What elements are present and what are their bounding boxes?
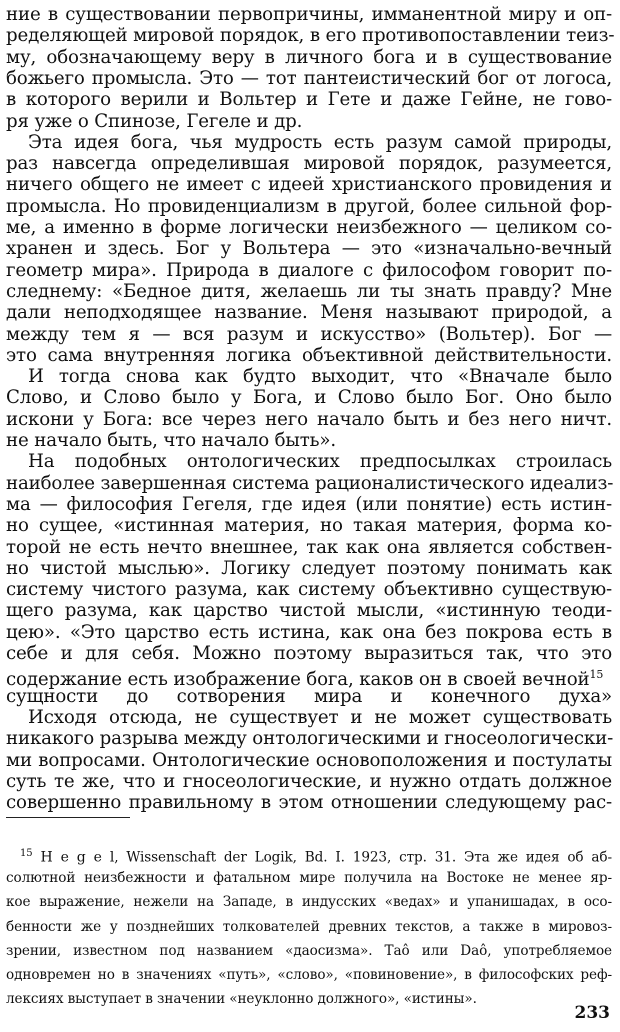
body-line: промысла. Но провиденциализм в другой, более сильной фор- — [6, 195, 612, 217]
body-line: совершенно правильному в этом отношении следующему рас- — [6, 792, 612, 814]
body-line: И тогда снова как будто выходит, что «Вначале было — [28, 366, 612, 388]
body-line: систему чистого разума, как систему объективно существую- — [6, 579, 612, 601]
body-line: ничего общего не имеет с идеей христианского провидения и — [6, 174, 612, 196]
footnote-author: H e g e l — [40, 849, 115, 866]
body-line: ределяющей мировой порядок, в его противопоставлении теиз- — [6, 25, 615, 47]
body-line: божьего промысла. Это — тот пантеистический бог от логоса, — [6, 67, 612, 89]
footnote-text: , Wissenschaft der Logik, Bd. I. 1923, стр. 31. Эта же идея об аб- — [114, 849, 612, 866]
footnote-rule — [6, 817, 130, 818]
body-line: ма — философия Гегеля, где идея (или понятие) есть истин- — [6, 493, 612, 515]
body-line: следнему: «Бедное дитя, желаешь ли ты знать правду? Мне — [6, 280, 612, 302]
body-line: но сущее, «истинная материя, но такая материя, форма ко- — [6, 515, 612, 537]
body-line: но чистой мыслью». Логику следует поэтому понимать как — [6, 557, 612, 579]
body-line: дали неподходящее название. Меня называют природой, а — [6, 302, 612, 324]
body-line: никакого разрыва между онтологическими и гносеологически- — [6, 728, 614, 750]
body-line: искони у Бога: все через него начало быть и без него ничт. — [6, 408, 612, 430]
body-line: торой не есть нечто внешнее, так как она является собствен- — [6, 536, 612, 558]
body-line: это сама внутренняя логика объективной действительности. — [6, 344, 612, 366]
footnote-line: бенности же у позднейших толкователей древних текстов, а также в мировоз- — [6, 918, 612, 935]
footnote-line: солютной неизбежности и фатальном мире получила на Востоке не менее яр- — [6, 870, 612, 887]
body-line: му, обозначающему веру в личного бога и в существование — [6, 46, 612, 68]
footnote-line: лексиях выступает в значении «неуклонно должного», «истины». — [6, 991, 477, 1008]
body-line: На подобных онтологических предпосылках строилась — [28, 451, 612, 473]
footnote-line: одновремен но в значениях «путь», «слово», «повиновение», в философских реф- — [6, 967, 612, 983]
body-line: ми вопросами. Онтологические основоположения и постулаты — [6, 749, 612, 771]
body-line: суть те же, что и гносеологические, и нужно отдать должное — [6, 770, 612, 792]
body-line: ря уже о Спинозе, Гегеле и др. — [6, 110, 303, 132]
footnote-line: кое выражение, нежели на Западе, в индусских «ведах» и упанишадах, в осо- — [6, 894, 612, 911]
body-line: Исходя отсюда, не существует и не может существовать — [28, 706, 612, 728]
body-line: между тем я — вся разум и искусство» (Вольтер). Бог — — [6, 323, 612, 345]
body-line: Слово, и Слово было у Бога, и Слово было Бог. Оно было — [6, 387, 612, 409]
body-line: себе и для себя. Можно поэтому выразиться так, что это — [6, 643, 612, 664]
page-number: 233 — [574, 1003, 610, 1023]
footnote-reference: 15 — [589, 668, 604, 682]
footnote-line: зрении, известном под названием «даосизма». Tаô или Daô, употребляемое — [6, 942, 612, 959]
body-line: раз навсегда определившая мировой порядок, разумеется, — [6, 153, 612, 175]
body-line: геометр мира». Природа в диалоге с философом говорит по- — [6, 259, 612, 281]
body-line: сущности до сотворения мира и конечного духа» — [6, 685, 612, 707]
body-line: наиболее завершенная система рационалистического идеализ- — [6, 472, 614, 494]
body-line: цею». «Это царство есть истина, как она без покрова есть в — [6, 621, 612, 643]
body-line: Эта идея бога, чья мудрость есть разум самой природы, — [28, 131, 612, 153]
body-line: ние в существовании первопричины, имманентной миру и оп- — [6, 4, 612, 25]
body-line: в которого верили и Вольтер и Гете и даже Гейне, не гово- — [6, 89, 612, 111]
body-line: щего разума, как царство чистой мысли, «истинную теоди- — [6, 600, 612, 622]
body-line: не начало быть, что начало быть». — [6, 430, 337, 451]
body-line: содержание есть изображение бога, каков он в своей вечной$^{15}$ — [6, 668, 604, 691]
body-line: ме, а именно в форме логически неизбежного — целиком со- — [6, 217, 612, 238]
footnote-number: 15 — [20, 848, 33, 859]
body-line: хранен и здесь. Бог у Вольтера — это «изначально-вечный — [6, 238, 612, 260]
